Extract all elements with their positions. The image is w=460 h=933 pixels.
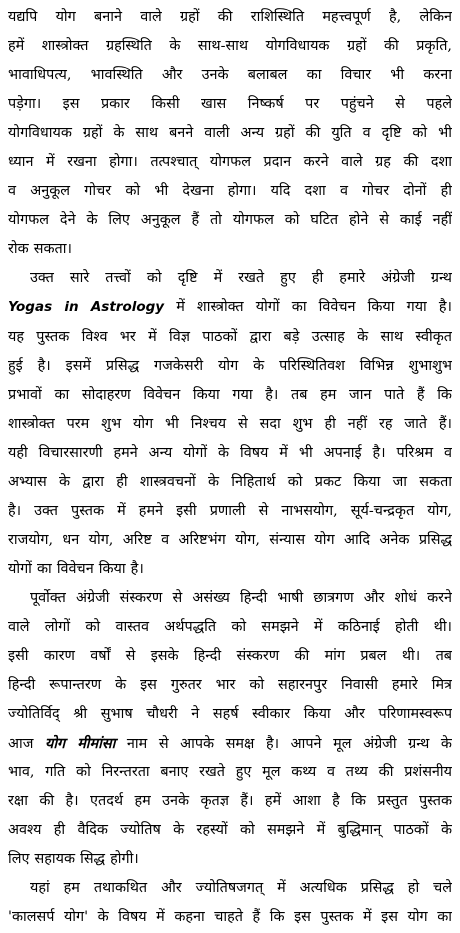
paragraph-2 — [8, 264, 452, 584]
text-line: योगफल देने के लिए अनुकूल हैं तो योगफल को घटित होने से काई नहीं — [8, 212, 452, 229]
text-line: पड़ेगा। इस प्रकार किसी खास निष्कर्ष पर पहुंचने से पहले — [8, 96, 452, 113]
text-line: रक्षा की है। एतदर्थ हम उनके कृतज्ञ हैं। हमें आशा है कि प्रस्तुत पुस्तक — [8, 793, 452, 810]
text-line: रोक सकता। — [8, 241, 72, 258]
text-line: ज्योतिर्विद् श्री सुभाष चौधरी ने सहर्ष स्वीकार किया और परिणामस्वरूप — [8, 706, 452, 723]
text-line: अभ्यास के द्वारा ही शास्त्रवचनों के निहितार्थ को प्रकट किया जा सकता — [8, 473, 452, 490]
text-line: वाले लोगों को वास्तव अर्थपद्धति को समझने में कठिनाई होती थी। — [8, 618, 452, 635]
text-line: है। उक्त पुस्तक में हमने इसी प्रणाली से नाभसयोग, सूर्य-चन्द्रकृत योग, — [8, 502, 452, 519]
text-line: शास्त्रोक्त परम शुभ योग भी निश्चय से सदा शुभ ही नहीं रह जाते हैं। — [8, 415, 452, 432]
text-line: उक्त सारे तत्त्वों को दृष्टि में रखते हुए ही हमारे अंग्रेजी ग्रन्थ — [30, 270, 452, 287]
text-line: व अनुकूल गोचर को भी देखना होगा। यदि दशा व गोचर दोनों ही — [8, 183, 452, 200]
text-line: भावाधिपत्य, भावस्थिति और उनके बलाबल का विचार भी करना — [8, 67, 452, 84]
paragraph-1 — [8, 3, 452, 264]
text-line: प्रभावों का सोदाहरण विवेचन किया गया है। तब हम जान पाते हैं कि — [8, 386, 452, 403]
text-line: अवश्य ही वैदिक ज्योतिष के रहस्यों को समझने में बुद्धिमान् पाठकों के — [8, 822, 452, 839]
text-line: यही विचारसारणी हमने अन्य योगों के विषय में भी अपनाई है। परिश्रम व — [8, 444, 452, 461]
text-line: योगविधायक ग्रहों के साथ बनने वाली अन्य ग्रहों की युति व दृष्टि को भी — [8, 125, 452, 142]
book-title-hindi: योग मीमांसा — [44, 735, 116, 753]
text-fragment: नाम से आपके समक्ष है। आपने मूल अंग्रेजी ग्रन्थ के — [115, 736, 452, 753]
text-line: भाव, गति को निरन्तरता बनाए रखते हुए मूल कथ्य व तथ्य की प्रशंसनीय — [8, 764, 452, 781]
text-line: हिन्दी रूपान्तरण के इस गुरुतर भार को सहारनपुर निवासी हमारे मित्र — [8, 677, 452, 694]
text-line: पूर्वोक्त अंग्रेजी संस्करण से असंख्य हिन्दी भाषी छात्रगण और शोधं करने — [30, 589, 452, 606]
text-line: 'कालसर्प योग' के विषय में कहना चाहते हैं कि इस पुस्तक में इस योग का — [8, 909, 452, 926]
text-line: हुई है। इसमें प्रसिद्ध गजकेसरी योग के परिस्थितिवश विभिन्न शुभाशुभ — [8, 357, 452, 374]
text-line: योगों का विवेचन किया है। — [8, 560, 144, 577]
paragraph-4 — [8, 874, 452, 932]
text-line: लिए सहायक सिद्ध होगी। — [8, 851, 139, 868]
text-line: यह पुस्तक विश्व भर में विज्ञ पाठकों द्वारा बड़े उत्साह के साथ स्वीकृत — [8, 328, 452, 345]
text-line: यहां हम तथाकथित और ज्योतिषजगत् में अत्यधिक प्रसिद्ध हो चले — [30, 880, 452, 897]
text-line: राजयोग, धन योग, अरिष्ट व अरिष्टभंग योग, संन्यास योग आदि अनेक प्रसिद्ध — [8, 531, 452, 548]
text-line: ध्यान में रखना होगा। तत्पश्चात् योगफल प्रदान करने वाले ग्रह की दशा — [8, 154, 452, 171]
text-fragment: आज — [8, 736, 45, 753]
text-line: यद्यपि योग बनाने वाले ग्रहों की राशिस्थिति महत्त्वपूर्ण है, लेकिन — [8, 9, 452, 25]
text-line-with-book-title — [8, 729, 452, 758]
text-line: इसी कारण वर्षों से इसके हिन्दी संस्करण की मांग प्रबल थी। तब — [8, 648, 452, 665]
text-fragment: में शास्त्रोक्त योगों का विवेचन किया गया है। — [164, 299, 452, 316]
text-line: हमें शास्त्रोक्त ग्रहस्थिति के साथ-साथ योगविधायक ग्रहों की प्रकृति, — [8, 38, 452, 55]
book-title-english: Yogas in Astrology — [8, 299, 165, 316]
text-line-with-book-title — [8, 293, 452, 322]
paragraph-3 — [8, 584, 452, 874]
